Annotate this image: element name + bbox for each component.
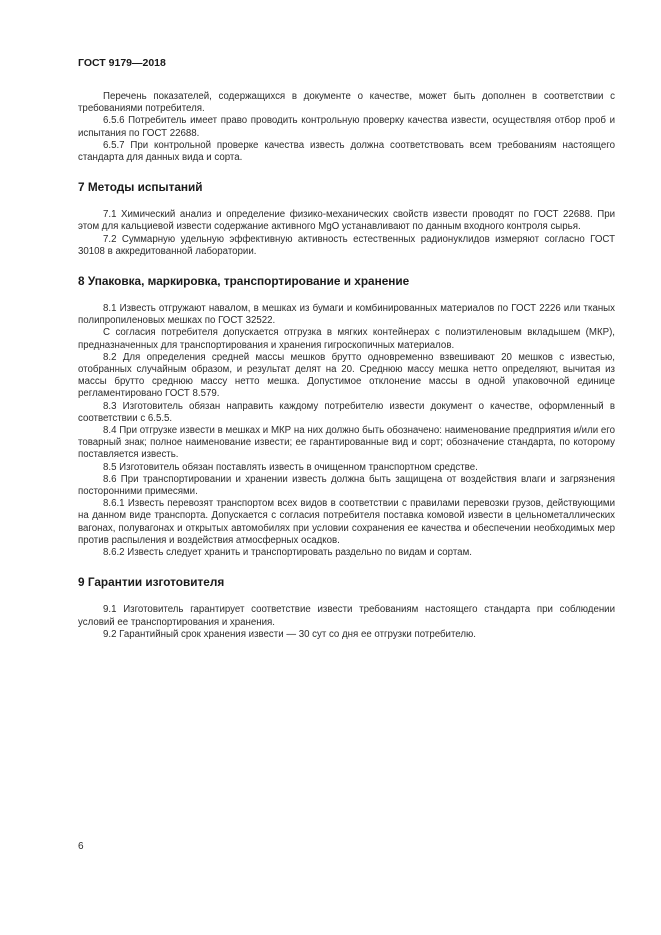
paragraph: 7.2 Суммарную удельную эффективную активность естественных радионуклидов измеряют согласно ГОСТ 30108 в аккредитованной лаборатории. <box>78 233 615 257</box>
paragraph: 6.5.7 При контрольной проверке качества известь должна соответствовать всем требованиям настоящего стандарта для данных вида и сорта. <box>78 139 615 164</box>
paragraph: 8.2 Для определения средней массы мешков брутто одновременно взвешивают 20 мешков с известью, отобранных случайным образом, и результат делят на 20. Среднюю массу мешка нетто определяют, вычитая из массы брутто среднюю массу нетто мешка. Допустимое отклонение массы в одной упаковочной единице регламентировано ГОСТ 8.579. <box>78 351 615 400</box>
paragraph: 8.5 Изготовитель обязан поставлять известь в очищенном транспортном средстве. <box>103 461 478 473</box>
paragraph: Перечень показателей, содержащихся в документе о качестве, может быть дополнен в соответствии с требованиями потребителя. <box>78 91 615 115</box>
paragraph: 7.1 Химический анализ и определение физико-механических свойств извести проводят по ГОСТ 22688. При этом для кальциевой извести содержание активного MgO устанавливают по данным входного контроля сырья. <box>78 209 615 233</box>
paragraph: С согласия потребителя допускается отгрузка в мягких контейнерах с полиэтиленовым вкладышем (МКР), предназначенных для транспортирования и хранения гигроскопичных материалов. <box>78 327 615 351</box>
paragraph: 8.4 При отгрузке извести в мешках и МКР на них должно быть обозначено: наименование предприятия и/или его товарный знак; полное наименование извести; ее гарантированные вид и сорт; обозначение стандарта, по которому поставляется известь. <box>78 425 615 461</box>
paragraph: 8.3 Изготовитель обязан направить каждому потребителю извести документ о качестве, оформленный в соответствии с 6.5.5. <box>78 400 615 424</box>
paragraph: 8.6 При транспортировании и хранении известь должна быть защищена от воздействия влаги и загрязнения посторонними примесями. <box>78 473 615 498</box>
paragraph: 8.6.2 Известь следует хранить и транспортировать раздельно по видам и сортам. <box>103 547 472 559</box>
paragraph: 8.1 Известь отгружают навалом, в мешках из бумаги и комбинированных материалов по ГОСТ 2226 или тканых полипропиленовых мешках по ГОСТ 32522. <box>78 303 615 327</box>
page-number: 6 <box>78 841 84 852</box>
document-body <box>78 91 615 641</box>
paragraph: 6.5.6 Потребитель имеет право проводить контрольную проверку качества извести, осуществляя отбор проб и испытания по ГОСТ 22688. <box>78 115 615 139</box>
section-7-heading: 7 Методы испытаний <box>78 180 203 195</box>
document-code-header: ГОСТ 9179—2018 <box>78 57 166 69</box>
section-8-heading: 8 Упаковка, маркировка, транспортирование и хранение <box>78 274 410 289</box>
paragraph: 9.2 Гарантийный срок хранения извести — 30 сут со дня ее отгрузки потребителю. <box>103 628 476 640</box>
paragraph: 8.6.1 Известь перевозят транспортом всех видов в соответствии с правилами перевозки грузов, действующими на данном виде транспорта. Допускается с согласия потребителя поставка комовой извести в цельнометаллических вагонах, полувагонах и открытых автомобилях при условии сохранения ее качества и обеспечении необходимых мер против распыления и воздействия атмосферных осадков. <box>78 498 615 546</box>
section-9-heading: 9 Гарантии изготовителя <box>78 575 225 590</box>
paragraph: 9.1 Изготовитель гарантирует соответствие извести требованиям настоящего стандарта при соблюдении условий ее транспортирования и хранения. <box>78 604 615 628</box>
